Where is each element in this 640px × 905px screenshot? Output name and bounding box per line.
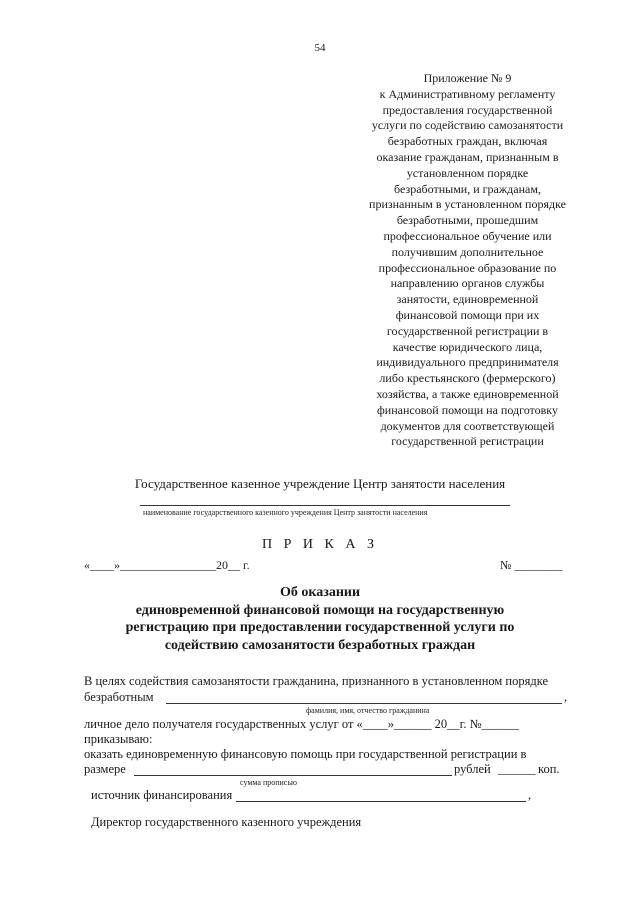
kopecks-label: коп. [538,762,560,776]
appendix-line: безработными, прошедшим [396,213,539,228]
appendix-line: установленном порядке [406,165,529,180]
body-line-grant: оказать единовременную финансовую помощь при государственной регистрации в [84,747,527,761]
appendix-line: индивидуального предпринимателя [376,355,559,370]
org-name-underline [140,505,510,506]
document-type-heading: П Р И К А З [262,537,378,552]
org-name-caption: наименование государственного казенного учреждения Центр занятости населения [143,508,428,517]
appendix-line: финансовой помощи при их [395,307,540,322]
appendix-line: финансовой помощи на подготовку [377,402,558,417]
rubles-label: рублей [454,762,491,776]
appendix-line: государственной регистрации в [386,323,549,338]
appendix-line: направлению органов службы [390,276,545,291]
body-line-unemployed-label: безработным [84,690,154,704]
funding-source-field[interactable] [236,801,526,802]
citizen-name-field[interactable] [166,703,562,704]
order-title-line: содействию самозанятости безработных граждан [164,637,476,653]
appendix-line: либо крестьянского (фермерского) [379,371,556,386]
kopecks-field[interactable]: ______ [498,762,536,776]
org-name: Государственное казенное учреждение Центр занятости населения [134,476,506,491]
appendix-line: Приложение № 9 [423,71,512,85]
order-title-line: регистрацию при предоставлении государственной услуги по [125,620,515,635]
appendix-line: безработных граждан, включая [387,134,548,149]
appendix-line: получившим дополнительное [391,244,544,259]
appendix-block [345,71,590,450]
order-date-field[interactable]: «____»________________20__ г. [84,558,250,572]
funding-source-comma: , [528,788,532,802]
appendix-line: услуги по содействию самозанятости [371,118,564,133]
appendix-line: качестве юридического лица, [392,339,543,354]
appendix-line: предоставления государственной [382,102,553,117]
body-line-purpose: В целях содействия самозанятости гражданина, признанного в установленном порядке [84,674,549,688]
body-line-comma: , [564,690,568,704]
amount-label: размере [84,762,126,776]
appendix-line: признанным в установленном порядке [369,197,566,212]
appendix-line: документов для соответствующей [380,418,555,433]
order-title [60,584,580,654]
appendix-line: государственной регистрации [391,434,544,449]
order-title-line: Об оказании [279,585,361,600]
amount-caption: сумма прописью [240,778,297,787]
citizen-name-caption: фамилия, имя, отчество гражданина [306,706,430,715]
appendix-line: хозяйства, а также единовременной [376,386,559,401]
appendix-line: занятости, единовременной [396,292,539,307]
appendix-line: к Административному регламенту [379,86,556,101]
appendix-line: профессиональное образование по [378,260,557,275]
order-number-field[interactable]: № ________ [500,558,563,572]
order-title-line: единовременной финансовой помощи на государственную [135,602,505,618]
case-file-field[interactable]: личное дело получателя государственных услуг от «____»______ 20__г. №______ [84,717,520,731]
appendix-line: профессиональное обучение или [383,228,552,243]
director-signature-label: Директор государственного казенного учреждения [91,815,362,829]
appendix-line: безработными, и гражданам, [394,181,541,196]
page-number: 54 [314,42,326,54]
appendix-line: оказание гражданам, признанным в [376,149,559,164]
body-line-order: приказываю: [84,732,153,746]
amount-in-words-field[interactable] [134,775,452,776]
funding-source-label: источник финансирования [91,788,233,802]
